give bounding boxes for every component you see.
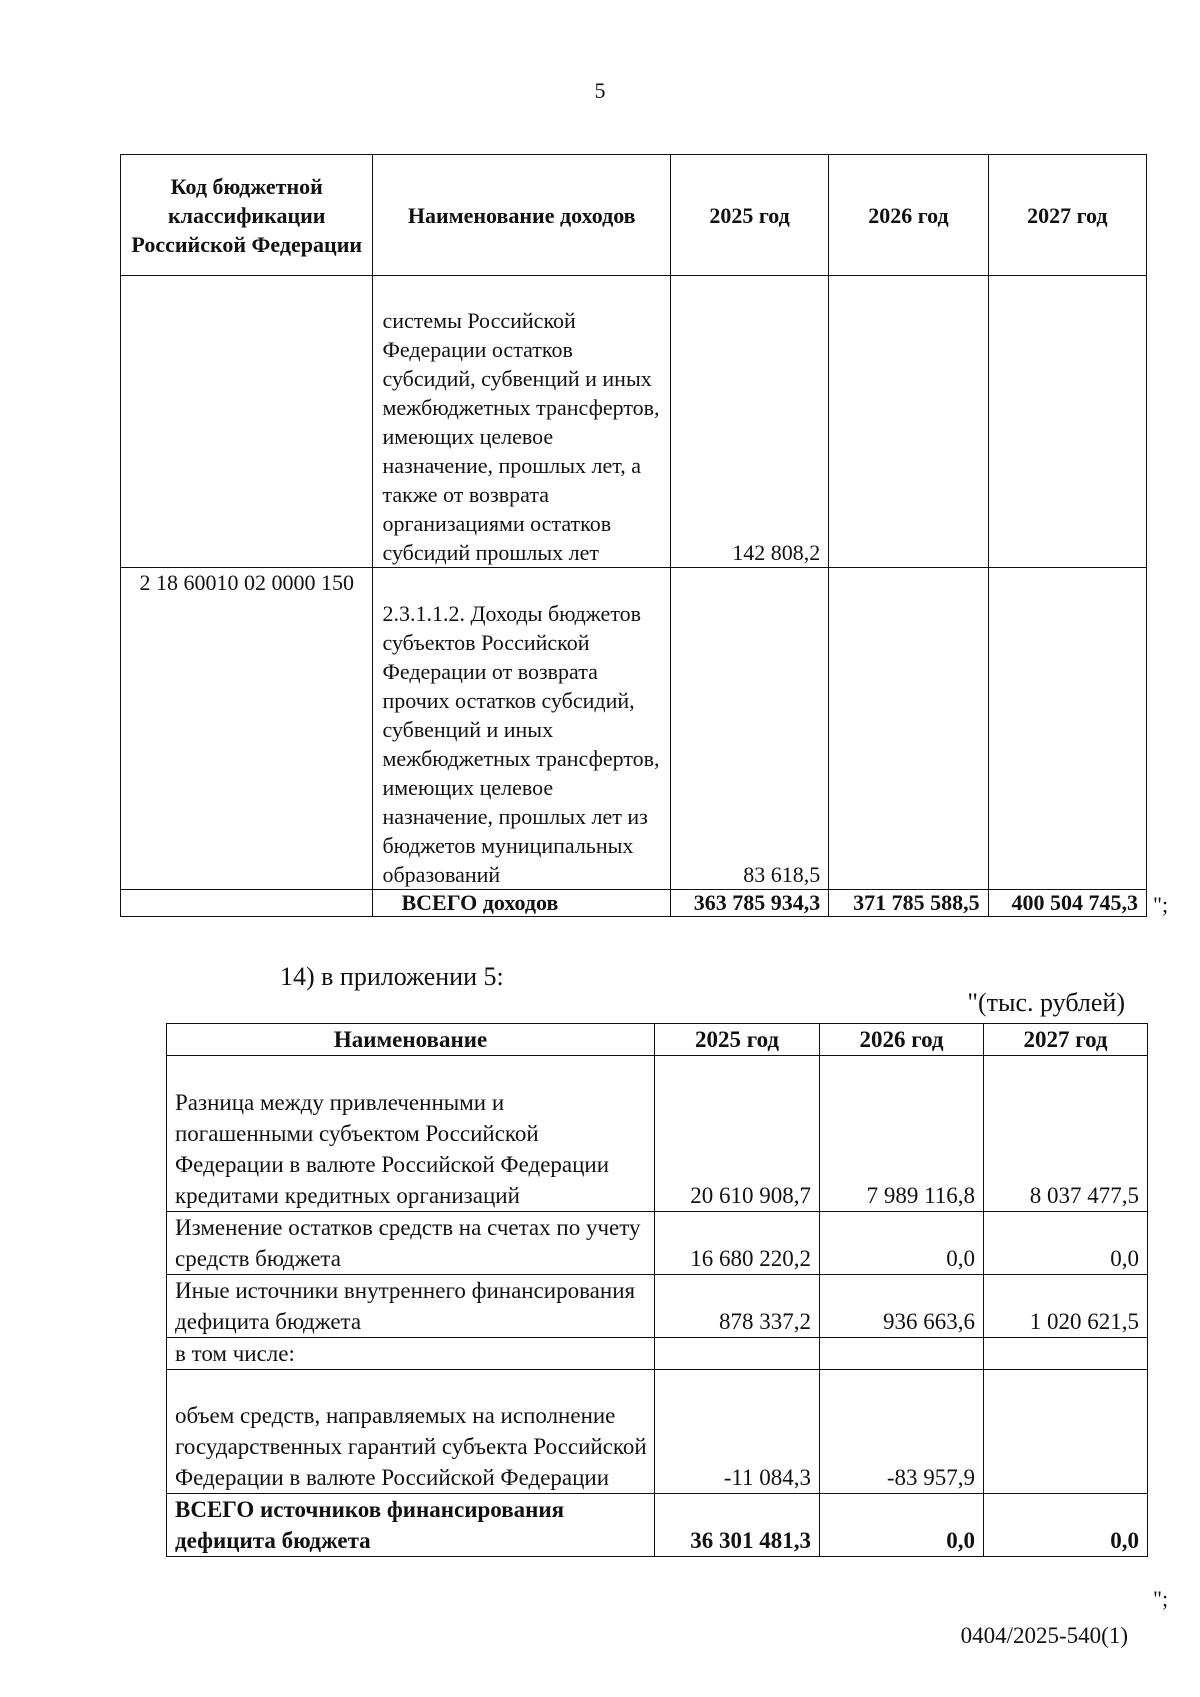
row-2026: 0,0 xyxy=(820,1212,984,1275)
table-header-row xyxy=(121,155,1147,276)
row-name: Изменение остатков средств на счетах по учету средств бюджета xyxy=(167,1212,655,1275)
header-2027: 2027 год xyxy=(988,155,1146,276)
row-2027 xyxy=(988,568,1146,890)
total-row xyxy=(167,1494,1148,1557)
total-label: ВСЕГО источников финансирования дефицита бюджета xyxy=(167,1494,655,1557)
header-code: Код бюджетной классификации Российской Федерации xyxy=(121,155,373,276)
row-2027 xyxy=(988,276,1146,568)
row-2025: 142 808,2 xyxy=(670,276,828,568)
row-2027: 0,0 xyxy=(984,1212,1148,1275)
row-name: Разница между привлеченными и погашенными субъектом Российской Федерации в валюте Российской Федерации кредитами кредитных организаций xyxy=(167,1056,655,1212)
total-2025: 363 785 934,3 xyxy=(670,890,828,917)
row-2027 xyxy=(984,1338,1148,1370)
row-name: Иные источники внутреннего финансирования дефицита бюджета xyxy=(167,1275,655,1338)
row-2027 xyxy=(984,1370,1148,1494)
row-2025 xyxy=(655,1338,820,1370)
table-row xyxy=(167,1275,1148,1338)
row-2026: 936 663,6 xyxy=(820,1275,984,1338)
revenue-table xyxy=(120,154,1147,917)
section-heading: 14) в приложении 5: xyxy=(280,962,504,991)
header-name: Наименование xyxy=(167,1024,655,1056)
row-2027: 8 037 477,5 xyxy=(984,1056,1148,1212)
total-label: ВСЕГО доходов xyxy=(373,890,670,917)
units-note: "(тыс. рублей) xyxy=(967,988,1125,1017)
row-code: 2 18 60010 02 0000 150 xyxy=(121,568,373,890)
closing-quote: "; xyxy=(1153,892,1169,917)
document-code: 0404/2025-540(1) xyxy=(960,1623,1128,1648)
table-row xyxy=(167,1056,1148,1212)
page-number: 5 xyxy=(594,78,606,103)
closing-quote: "; xyxy=(1153,1586,1169,1611)
row-2025: 878 337,2 xyxy=(655,1275,820,1338)
header-name: Наименование доходов xyxy=(373,155,670,276)
table-row xyxy=(167,1212,1148,1275)
row-2027: 1 020 621,5 xyxy=(984,1275,1148,1338)
table-row xyxy=(167,1338,1148,1370)
row-2025: 20 610 908,7 xyxy=(655,1056,820,1212)
total-2027: 400 504 745,3 xyxy=(988,890,1146,917)
row-2026: -83 957,9 xyxy=(820,1370,984,1494)
row-2026 xyxy=(820,1338,984,1370)
table-header-row xyxy=(167,1024,1148,1056)
table-row xyxy=(121,276,1147,568)
row-name: объем средств, направляемых на исполнение государственных гарантий субъекта Российской Федерации в валюте Российской Федерации xyxy=(167,1370,655,1494)
row-name: 2.3.1.1.2. Доходы бюджетов субъектов Российской Федерации от возврата прочих остатков субсидий, субвенций и иных межбюджетных трансфертов, имеющих целевое назначение, прошлых лет из бюджетов муниципальных образований xyxy=(373,568,670,890)
total-2026: 0,0 xyxy=(820,1494,984,1557)
row-2026 xyxy=(829,568,988,890)
header-2027: 2027 год xyxy=(984,1024,1148,1056)
total-2026: 371 785 588,5 xyxy=(829,890,988,917)
table-row xyxy=(121,568,1147,890)
header-2025: 2025 год xyxy=(670,155,828,276)
row-2025: 83 618,5 xyxy=(670,568,828,890)
total-2027: 0,0 xyxy=(984,1494,1148,1557)
header-2026: 2026 год xyxy=(829,155,988,276)
table-row xyxy=(167,1370,1148,1494)
header-2026: 2026 год xyxy=(820,1024,984,1056)
row-name: системы Российской Федерации остатков субсидий, субвенций и иных межбюджетных трансфертов, имеющих целевое назначение, прошлых лет, а также от возврата организациями остатков субсидий прошлых лет xyxy=(373,276,670,568)
row-2026 xyxy=(829,276,988,568)
row-name: в том числе: xyxy=(167,1338,655,1370)
row-2025: 16 680 220,2 xyxy=(655,1212,820,1275)
total-row xyxy=(121,890,1147,917)
financing-table xyxy=(166,1023,1148,1557)
header-2025: 2025 год xyxy=(655,1024,820,1056)
total-2025: 36 301 481,3 xyxy=(655,1494,820,1557)
row-2026: 7 989 116,8 xyxy=(820,1056,984,1212)
row-2025: -11 084,3 xyxy=(655,1370,820,1494)
total-code xyxy=(121,890,373,917)
row-code xyxy=(121,276,373,568)
